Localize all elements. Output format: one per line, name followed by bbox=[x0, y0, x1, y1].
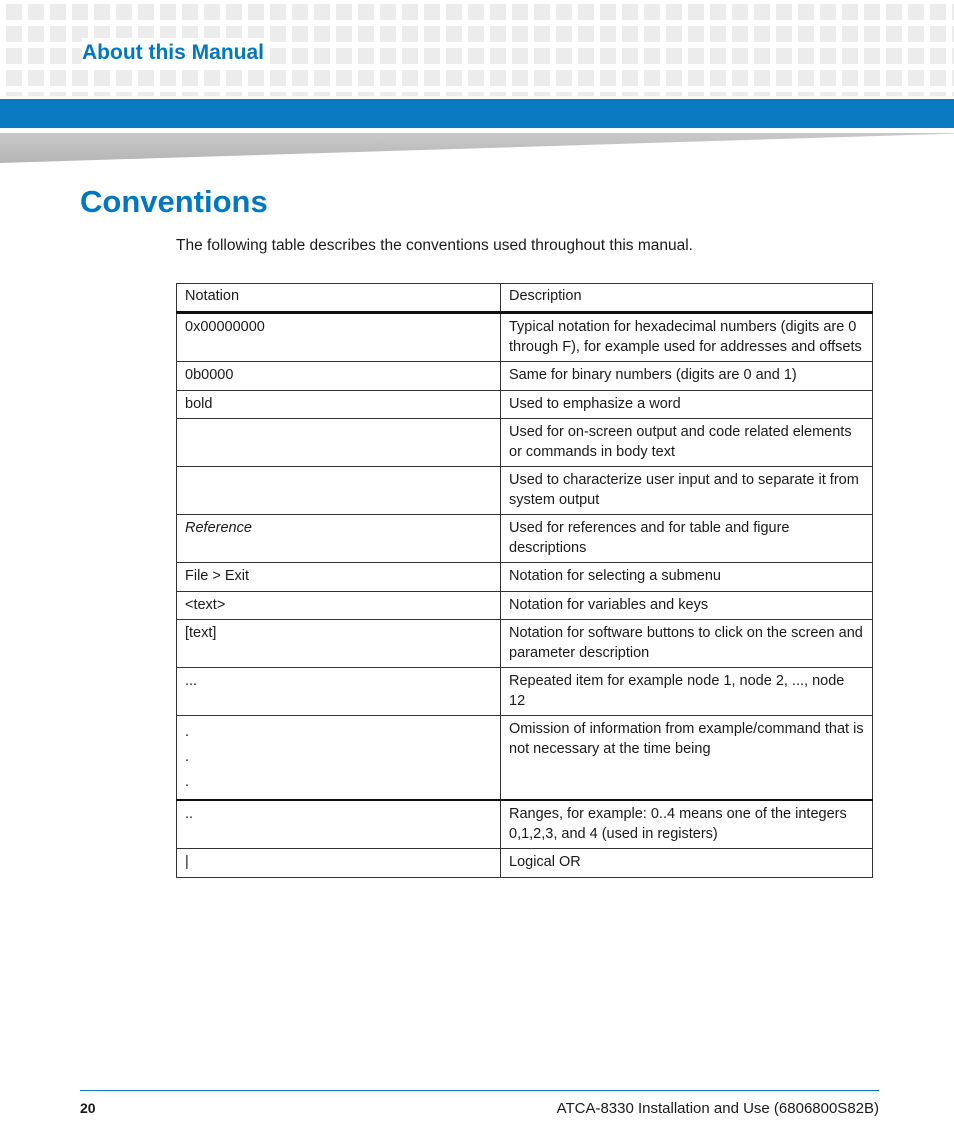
notation-cell: File > Exit bbox=[177, 563, 501, 592]
table-row bbox=[177, 800, 873, 849]
description-cell: Logical OR bbox=[501, 849, 873, 878]
header-blue-band bbox=[0, 99, 954, 128]
description-cell: Omission of information from example/command that is not necessary at the time being bbox=[501, 716, 873, 801]
description-cell: Used for references and for table and figure descriptions bbox=[501, 515, 873, 563]
notation-cell: bold bbox=[177, 390, 501, 419]
header-notation: Notation bbox=[177, 284, 501, 313]
notation-cell: Reference bbox=[177, 515, 501, 563]
notation-cell: | bbox=[177, 849, 501, 878]
description-cell: Repeated item for example node 1, node 2, ..., node 12 bbox=[501, 668, 873, 716]
description-cell: Used for on-screen output and code related elements or commands in body text bbox=[501, 419, 873, 467]
section-title: About this Manual bbox=[82, 38, 268, 68]
notation-line: . bbox=[185, 749, 190, 765]
description-cell: Ranges, for example: 0..4 means one of the integers 0,1,2,3, and 4 (used in registers) bbox=[501, 800, 873, 849]
table-row bbox=[177, 668, 873, 716]
table-row bbox=[177, 419, 873, 467]
notation-cell bbox=[177, 467, 501, 515]
description-cell: Notation for software buttons to click on the screen and parameter description bbox=[501, 620, 873, 668]
header-description: Description bbox=[501, 284, 873, 313]
description-cell: Used to emphasize a word bbox=[501, 390, 873, 419]
description-cell: Notation for variables and keys bbox=[501, 591, 873, 620]
notation-cell: .. bbox=[177, 800, 501, 849]
table-row bbox=[177, 467, 873, 515]
table-row bbox=[177, 849, 873, 878]
notation-cell: <text> bbox=[177, 591, 501, 620]
document-reference: ATCA-8330 Installation and Use (6806800S82B) bbox=[556, 1100, 879, 1117]
intro-paragraph: The following table describes the conventions used throughout this manual. bbox=[176, 237, 693, 254]
description-cell: Same for binary numbers (digits are 0 and 1) bbox=[501, 362, 873, 391]
notation-cell bbox=[177, 716, 501, 801]
page-title: Conventions bbox=[80, 184, 268, 219]
table-row bbox=[177, 620, 873, 668]
table-row bbox=[177, 362, 873, 391]
table-row bbox=[177, 716, 873, 801]
table-row bbox=[177, 563, 873, 592]
conventions-table bbox=[176, 283, 873, 878]
notation-cell: 0b0000 bbox=[177, 362, 501, 391]
notation-cell: [text] bbox=[177, 620, 501, 668]
footer-rule bbox=[80, 1090, 879, 1091]
notation-cell bbox=[177, 419, 501, 467]
notation-cell: ... bbox=[177, 668, 501, 716]
notation-cell: 0x00000000 bbox=[177, 313, 501, 362]
table-row bbox=[177, 313, 873, 362]
table-row bbox=[177, 390, 873, 419]
table-header-row bbox=[177, 284, 873, 313]
header-gray-wedge bbox=[0, 133, 954, 163]
description-cell: Typical notation for hexadecimal numbers (digits are 0 through F), for example used for addresses and offsets bbox=[501, 313, 873, 362]
notation-line: . bbox=[185, 724, 190, 740]
page-number: 20 bbox=[80, 1100, 96, 1116]
table-row bbox=[177, 591, 873, 620]
table-row bbox=[177, 515, 873, 563]
description-cell: Used to characterize user input and to separate it from system output bbox=[501, 467, 873, 515]
description-cell: Notation for selecting a submenu bbox=[501, 563, 873, 592]
notation-line: . bbox=[185, 774, 190, 790]
